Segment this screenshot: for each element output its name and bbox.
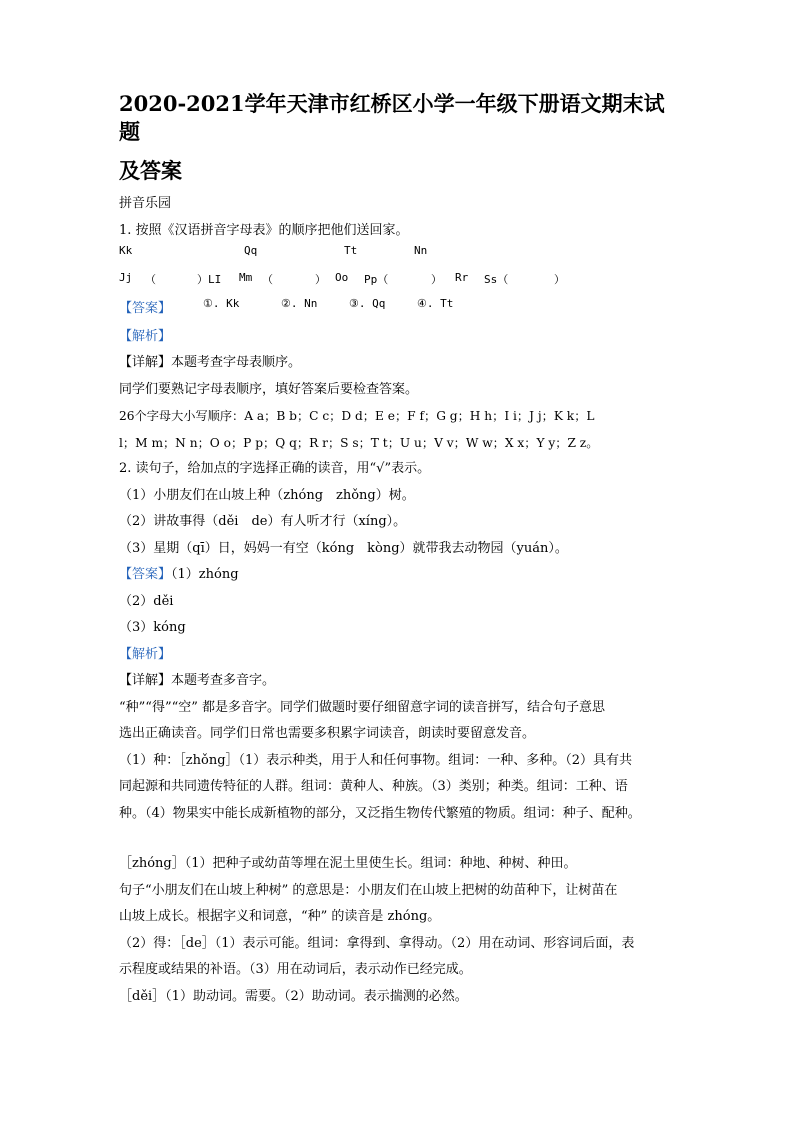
seq-blank-open: （	[145, 272, 156, 286]
q1-answer	[119, 297, 679, 324]
answer-label: 【答案】	[119, 567, 172, 582]
seq-blank-close: ）	[315, 272, 326, 286]
detail-text: 本题考查多音字。	[171, 673, 276, 688]
seq-pp: Pp（	[364, 272, 389, 286]
q2-detail	[119, 668, 679, 695]
seq-oo: Oo	[335, 270, 349, 284]
paragraph-gap	[119, 827, 679, 851]
detail-label: 【详解】	[119, 673, 172, 688]
q1-letters-row	[119, 244, 679, 271]
detail-label: 【详解】	[119, 355, 172, 370]
seq-blank-close: ）	[554, 272, 565, 286]
q2-line: 种。（4）物果实中能长成新植物的部分，又泛指生物传代繁殖的物质。组词：种子、配种。	[119, 805, 641, 821]
q1-question: 1. 按照《汉语拼音字母表》的顺序把他们送回家。	[119, 222, 409, 238]
q1-line: 同学们要熟记字母表顺序，填好答案后要检查答案。	[119, 381, 419, 397]
q2-line2: （2）得：［de］（1）表示可能。组词：拿得到、拿得动。（2）用在动词、形容词后面，表	[119, 935, 635, 951]
letter-nn: Nn	[414, 244, 428, 257]
detail-text: 本题考查字母表顺序。	[171, 355, 302, 370]
q2-item: （3）星期（qī）日，妈妈一有空（kóng kòng）就带我去动物园（yuán）。	[119, 540, 568, 556]
seq-mm: Mm	[239, 270, 253, 284]
letter-kk: Kk	[119, 244, 133, 257]
doc-title-line1: 2020-2021学年天津市红桥区小学一年级下册语文期末试题	[119, 91, 665, 144]
q2-answer-line	[119, 562, 679, 589]
answer-2: ②. Nn	[281, 297, 318, 310]
document-page	[119, 90, 679, 1010]
seq-blank-close: ）	[431, 272, 442, 286]
seq-ll: ）LI	[197, 272, 222, 286]
q2-question: 2. 读句子，给加点的字选择正确的读音，用“√”表示。	[119, 461, 431, 476]
q1-detail	[119, 350, 679, 377]
q2-line2: ［zhóng］（1）把种子或幼苗等埋在泥土里使生长。组词：种地、种树、种田。	[119, 856, 577, 871]
q2-line: “种”“得”“空” 都是多音字。同学们做题时要仔细留意字词的读音拼写，结合句子意思	[119, 699, 606, 715]
letter-tt: Tt	[344, 244, 358, 257]
q2-item: （1）小朋友们在山坡上种（zhóng zhǒng）树。	[119, 487, 415, 503]
answer-1: ①. Kk	[203, 297, 240, 310]
answer-label: 【答案】	[119, 301, 172, 316]
letter-qq: Qq	[244, 244, 258, 257]
q1-analysis-label: 【解析】	[119, 328, 172, 344]
q2-analysis-label: 【解析】	[119, 646, 172, 662]
answer-3: ③. Qq	[349, 297, 386, 310]
seq-jj: Jj	[119, 270, 133, 284]
q1-sequence-row	[119, 271, 679, 298]
q1-line: 26个字母大小写顺序：A a；B b；C c；D d；E e；F f；G g；H h；I i；J j；K k；L	[119, 409, 595, 423]
seq-rr: Rr	[455, 270, 469, 284]
q2-item: （2）讲故事得（děi de）有人听才行（xíng）。	[119, 514, 407, 529]
section-heading: 拼音乐园	[119, 196, 172, 211]
doc-title-line2: 及答案	[119, 158, 182, 183]
q2-line2: 山坡上成长。根据字义和词意，“种” 的读音是 zhóng。	[119, 909, 441, 924]
q2-line2: 示程度或结果的补语。（3）用在动词后，表示动作已经完成。	[119, 962, 472, 977]
q2-line: 同起源和共同遗传特征的人群。组词：黄种人、种族。（3）类别；种类。组词：工种、语	[119, 779, 628, 794]
answer-1: （1）zhóng	[171, 567, 239, 582]
q1-line: l；M m；N n；O o；P p；Q q；R r；S s；T t；U u；V v；W w；X x；Y y；Z z。	[119, 435, 599, 450]
answer-4: ④. Tt	[417, 297, 454, 310]
q2-line: （1）种：［zhǒng］（1）表示种类，用于人和任何事物。组词：一种、多种。（2）具有共	[119, 752, 633, 768]
seq-blank-open: （	[262, 272, 273, 286]
q2-answer-2: （2）děi	[119, 593, 174, 609]
q2-line2: ［děi］（1）助动词。需要。（2）助动词。表示揣测的必然。	[119, 988, 468, 1004]
q2-line2: 句子“小朋友们在山坡上种树” 的意思是：小朋友们在山坡上把树的幼苗种下，让树苗在	[119, 882, 618, 898]
q2-line: 选出正确读音。同学们日常也需要多积累字词读音，朗读时要留意发音。	[119, 726, 536, 741]
q2-answer-3: （3）kóng	[119, 620, 186, 635]
seq-ss: Ss（	[484, 272, 509, 286]
